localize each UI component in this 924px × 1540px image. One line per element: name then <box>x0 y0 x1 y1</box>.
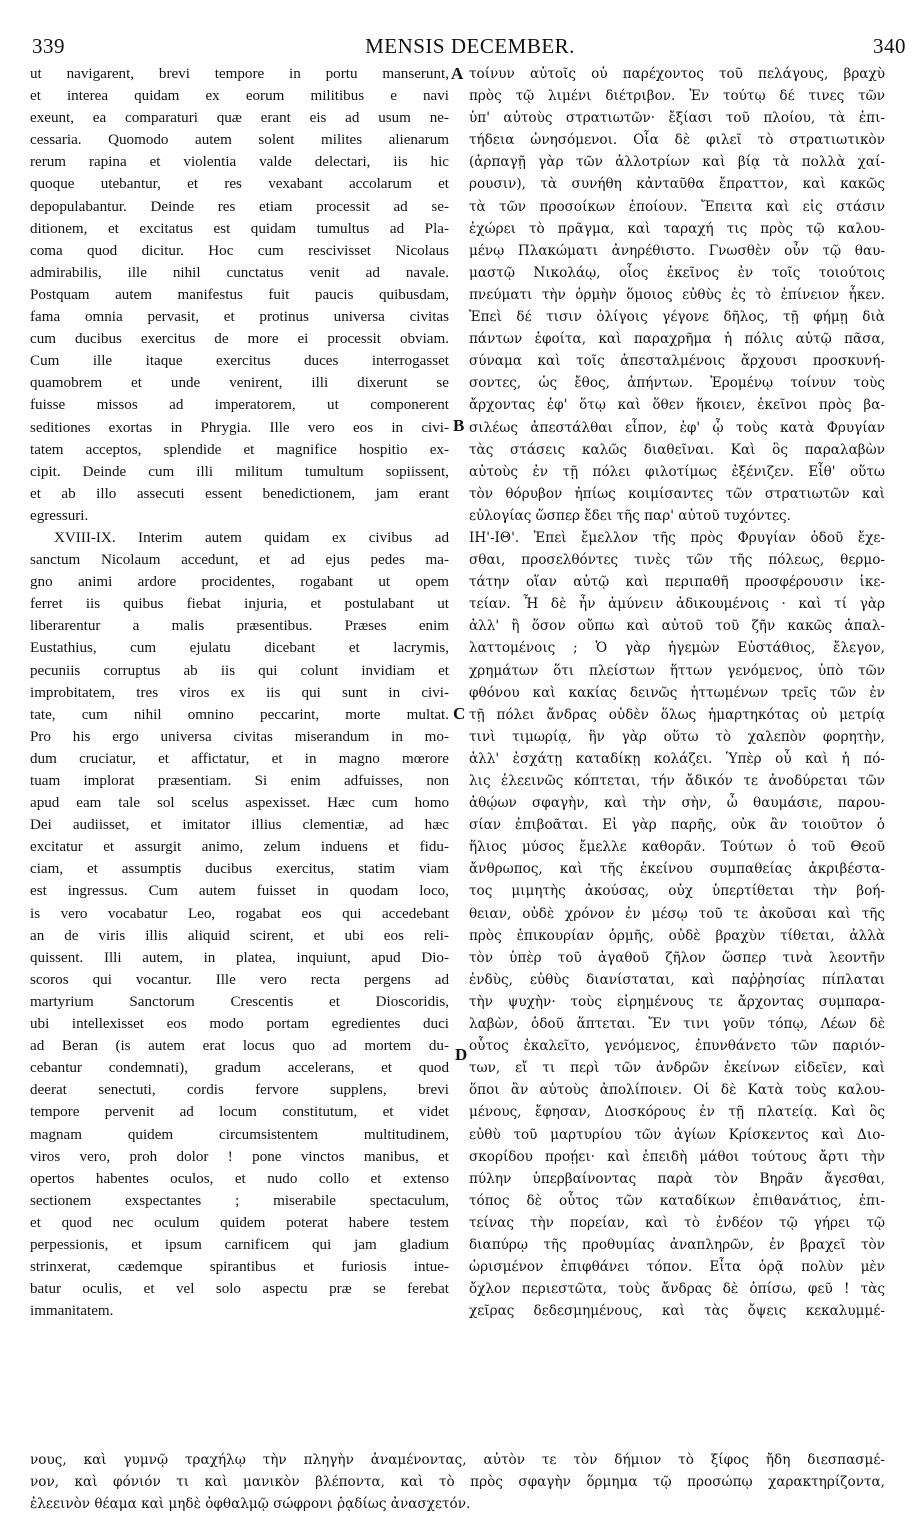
text-line: διαπύρῳ τῆς προθυμίας ἀναπληρῶν, ἐν βραχεῖ τὸν <box>469 1236 885 1253</box>
text-line: ὄχλον περιεστῶτα, τοὺς ἄνδρας δὲ ὀπίσω, φεῦ ! τὰς <box>469 1281 885 1298</box>
text-line: seditiones exortas in Phrygia. Ille vero eos in civi- <box>30 419 449 436</box>
text-line: χεῖρας δεδεσμημένους, καὶ τὰς ὄψεις κεκαλυμμέ- <box>469 1303 885 1320</box>
text-line: ἄρχοντας ἐφ' ὅτῳ καὶ ὅθεν ἥκοιεν, ἐκεῖνοι πρὸς βα- <box>469 397 885 414</box>
text-line: εὐθὺ τοῦ μαρτυρίου τῶν ἁγίων Κρίσκεντος καὶ Διο- <box>469 1126 885 1143</box>
text-line: λαττομένοις ; Ὁ γὰρ ἡγεμὼν Εὐστάθιος, ἔλεγον, <box>469 640 885 657</box>
text-line: τος μιμητὴς ἀκούσας, οὐχ ὑπερτίθεται τὴν βοή- <box>469 883 885 900</box>
text-line: σκορίδου προῄει· καὶ ἐπειδὴ μάθοι τούτους ἄρτι τὴν <box>469 1148 885 1165</box>
text-line: ciam, et assumptis ducibus exercitus, statim viam <box>30 861 449 878</box>
text-line: τινὶ τιμωρίᾳ, ἣν γὰρ οὕτω τὸ χαλεπὸν φορητὴν, <box>469 728 885 745</box>
text-line: οὗτος ἐκαλεῖτο, γενόμενος, ἐπυνθάνετο τῶν παριόν- <box>469 1038 885 1055</box>
text-line: rerum rapina et violentia valde delectari, iis hic <box>30 154 449 171</box>
text-line: egressuri. <box>30 507 89 524</box>
text-line: χρημάτων ὅτι πλείστων ἥττων γενόμενος, ὑπὸ τῶν <box>469 662 885 679</box>
text-line: πρὸς ἐπικουρίαν ὁρμῆς, οὐδὲ βραχὺν τίθεται, ἀλλὰ <box>469 927 885 944</box>
text-line: ἐλεεινὸν θέαμα καὶ μηδὲ ὀφθαλμῷ σώφρονι ῥᾳδίως ἀνασχετόν. <box>30 1496 471 1513</box>
text-line: φθόνου καὶ κακίας δεινῶς ἡττωμένων τρεῖς τῶν ἐν <box>469 684 885 701</box>
text-line: dum cruciatur, et affictatur, et in magno mœrore <box>30 750 449 767</box>
text-line: viros vero, proh dolor ! pone vinctos manibus, et <box>30 1148 449 1165</box>
text-line: ditionem, et excitatus est quidam tumultus ad Pla- <box>30 220 449 237</box>
text-line: πύλην ὑπερβαίνοντας παρὰ τὸν Βηρᾶν ἄγεσθαι, <box>469 1170 885 1187</box>
text-line: cum ducibus exercitus de more ei processit obviam. <box>30 331 449 348</box>
text-line: deerat senectuti, cordis fervore supplens, brevi <box>30 1082 449 1099</box>
text-line: σίαν ἐπιβοᾶται. Εἰ γὰρ παρῆς, οὐκ ἂν τοιοῦτον ὁ <box>469 817 885 834</box>
text-line: improbitatem, tres viros ex iis qui sunt in civi- <box>30 684 449 701</box>
text-line: σιλέως ἀπεστάλθαι εἶπον, ἐφ' ᾧ τοὺς κατὰ Φρυγίαν <box>469 419 885 436</box>
text-line: τόπος δὲ οὗτος τῶν καταδίκων ἐπιθανάτιος, ἐπι- <box>469 1192 885 1209</box>
text-line: των, εἴ τι περὶ τῶν ἀνδρῶν ἐκείνων εἰδεῖεν, καὶ <box>469 1060 885 1077</box>
text-line: Cum ille itaque exercitus duces interrogasset <box>30 353 449 370</box>
text-line: martyrium Sanctorum Crescentis et Dioscoridis, <box>30 993 449 1010</box>
full-width-greek-text <box>30 1449 885 1515</box>
text-line: τείνας τὴν πορείαν, καὶ τὸ ἐνδέον τῷ γήρει τῷ <box>469 1214 885 1231</box>
greek-column <box>469 63 885 1322</box>
text-line: strinxerat, cædemque spirantibus et furiosis intue- <box>30 1259 449 1276</box>
text-line: τοίνυν αὐτοῖς οὐ παρέχοντος τοῦ πελάγους, βραχὺ <box>469 66 885 82</box>
text-line: ἀλλ' ἢ ὅσον οὔπω καὶ αὐτοῦ τοῦ ζῆν κακῶς ἀπαλ- <box>469 618 885 635</box>
page-number-right: 340 <box>873 34 906 58</box>
text-line: quissent. Illi autem, in platea, inquiunt, apud Dio- <box>30 949 449 966</box>
text-line: tate, cum nihil omnino peccarint, morte multat. <box>30 706 449 723</box>
text-line: et quod nec oculum quidem poterat habere testem <box>30 1214 449 1231</box>
text-line: τὰ τῶν προσοίκων ἐποίουν. Ἔπειτα καὶ εἰς στάσιν <box>469 198 885 215</box>
text-line: ὡρισμένον ἐπιφθάνει τόπον. Εἶτα ὁρᾷ πολὺν μὲν <box>469 1259 885 1276</box>
text-line: XVIII-IX. Interim autem quidam ex civibus ad <box>54 529 449 546</box>
text-line: gno animi ardore procidentes, rogabant ut opem <box>30 574 449 591</box>
text-line: νον, καὶ φόνιόν τι καὶ μανικὸν βλέποντα, καὶ τὸ πρὸς σφαγὴν ὅρμημα τῷ προσώπῳ χαρακτηρίζοντα, <box>30 1474 885 1491</box>
text-line: (ἁρπαγῇ γὰρ τῶν ἀλλοτρίων καὶ βίᾳ τὰ πολλὰ χαί- <box>469 154 885 171</box>
latin-column <box>30 63 449 1322</box>
text-line: cebantur condemnati), gradum accelerans, et quod <box>30 1060 449 1077</box>
text-line: ἀθῴων σφαγὴν, καὶ τὴν σὴν, ὦ θαυμάσιε, παρου- <box>469 795 885 812</box>
text-line: μένῳ Πλακώματι ἀνηρέθιστο. Γνωσθὲν οὖν τῷ θαυ- <box>469 242 885 259</box>
text-line: Postquam autem manifestus fuit paucis quibusdam, <box>30 286 449 303</box>
text-line: immanitatem. <box>30 1303 114 1320</box>
text-line: sectionem exspectantes ; miserabile spectaculum, <box>30 1192 449 1209</box>
text-line: fuisse missos ad imperatorem, ut componerent <box>30 397 449 414</box>
text-line: pecuniis corruptus ab iis qui colunt invidiam et <box>30 662 449 679</box>
text-line: πρὸς τῷ λιμένι διέτριβον. Ἐν τούτῳ δέ τινες τῶν <box>469 88 885 105</box>
section-marker-c: C <box>453 704 466 723</box>
page-header <box>30 34 910 60</box>
text-line: ἐνδὺς, εὐθὺς διανίσταται, καὶ παῤῥησίας πίπλαται <box>469 971 885 988</box>
text-line: ὑπ' αὐτοὺς στρατιωτῶν· ἔξίασι τοῦ πλοίου, τὰ ἐπι- <box>469 110 885 127</box>
text-line: σύναμα καὶ τοῖς ἀπεσταλμένοις ἄρχουσι προσκυνή- <box>469 353 885 370</box>
text-line: opertos habentes oculos, et nudo collo et extenso <box>30 1170 449 1187</box>
text-line: magnam quidem circumsistentem multitudinem, <box>30 1126 449 1143</box>
text-line: σοντες, ὡς ἔθος, ἀπήντων. Ἐρομένῳ τοίνυν τοὺς <box>469 375 885 392</box>
text-line: liberarentur a malis præsentibus. Præses enim <box>30 618 449 635</box>
text-line: τῇ πόλει ἄνδρας οὐδὲν ὅλως ἡμαρτηκότας οὐ μετρίᾳ <box>469 706 885 723</box>
text-line: an de viris illis aliquid scirent, et ubi eos reli- <box>30 927 449 944</box>
text-line: ἄνθρωπος, καὶ τῆς ἐκείνου συμπαθείας ἀκριβέστα- <box>469 861 885 878</box>
text-line: ΙΗ'-ΙΘ'. Ἐπεὶ ἔμελλον τῆς πρὸς Φρυγίαν ὁδοῦ ἔχε- <box>469 529 885 546</box>
text-line: τείαν. Ἦ δὲ ἦν ἀμύνειν ἀδικουμένοις · καὶ τί γὰρ <box>469 596 885 613</box>
text-line: coma quod dicitur. Hoc cum rescivisset Nicolaus <box>30 242 449 259</box>
text-line: ferret iis quibus fiebat injuria, et postulabant ut <box>30 596 449 613</box>
text-line: Dei audiisset, et imitator illius clementiæ, ad hæc <box>30 817 449 834</box>
text-line: Ἐπεὶ δέ τισιν ὀλίγοις γέγονε δῆλος, τῇ φήμῃ διὰ <box>469 309 885 326</box>
text-line: scoros qui vocantur. Ille vero recta pergens ad <box>30 971 449 988</box>
text-line: batur oculis, et vel solo aspectu præ se ferebat <box>30 1281 449 1298</box>
text-line: Eustathius, cum ejulatu dicebant et lacrymis, <box>30 640 449 657</box>
text-line: τὴν ψυχὴν· τοὺς εἰρημένους τε ἄρχοντας συμπαρα- <box>469 993 885 1010</box>
text-line: λαβὼν, ὁδοῦ ἅπτεται. Ἔν τινι γοῦν τόπῳ, Λέων δὲ <box>469 1016 885 1033</box>
text-line: μένους, ἔφησαν, Διοσκόρους ἐν τῇ πλατείᾳ. Καὶ ὃς <box>469 1104 885 1121</box>
text-line: est ingressus. Cum autem fuisset in quodam loco, <box>30 883 449 900</box>
section-marker-b: B <box>453 416 465 435</box>
text-line: depopulabantur. Deinde res etiam processit ad se- <box>30 198 449 215</box>
text-line: ὅποι ἂν αὐτοὺς ἀπολίποιεν. Οἱ δὲ Κατὰ τοὺς καλου- <box>469 1082 885 1099</box>
text-line: εὐλογίας ὥσπερ ἔδει τῆς παρ' αὐτοῦ τυχόντες. <box>469 507 791 524</box>
text-line: μαστῷ Νικολάῳ, οἷος ἐκεῖνος ἐν τοῖς τοιούτοις <box>469 264 885 281</box>
text-line: et ab illo assecuti essent benedictionem, jam erant <box>30 485 449 502</box>
text-line: τάτην οἵαν αὐτῷ καὶ περιπαθῆ προσφέρουσιν ἱκε- <box>469 574 885 591</box>
text-line: Pro his ergo universa civitas miserandum in mo- <box>30 728 449 745</box>
text-line: sanctum Nicolaum accedunt, et ad ejus pedes ma- <box>30 552 449 569</box>
text-line: ubi intellexisset eos modo portam egredientes duci <box>30 1016 449 1033</box>
text-line: τὸν ὑπὲρ τοῦ ἀγαθοῦ ζῆλον ὥσπερ τινὰ λεοντῆν <box>469 949 885 966</box>
text-line: cipit. Deinde cum illi militum tumultum sopiissent, <box>30 463 449 480</box>
text-line: fama omnia pervasit, et protinus universa civitas <box>30 309 449 326</box>
text-line: πνεύματι τὴν ὁρμὴν ὅμοιος εὐθὺς ἐς τὸ ἐπίνειον ἧκεν. <box>469 286 885 303</box>
text-line: θειαν, οὐδὲ χρόνον ἐν μέσῳ τοῦ τε ἀκοῦσαι καὶ τῆς <box>469 905 885 922</box>
text-line: αὐτοὺς ἐν τῇ πόλει φιλοτίμως ἐξένιζεν. Εἶθ' οὕτω <box>469 463 885 480</box>
text-line: perpessionis, et ipsum carnificem qui jam gladium <box>30 1236 449 1253</box>
text-line: tatem acceptos, splendide et magnifice hospitio ex- <box>30 441 449 458</box>
text-line: apud eam tale sol scelus aspexisset. Hæc cum homo <box>30 795 449 812</box>
text-line: σθαι, προσελθόντες τινὲς τῶν τῆς πόλεως, θερμο- <box>469 552 885 569</box>
text-line: τήδεια ὠνησόμενοι. Οἷα δὲ φιλεῖ τὸ στρατιωτικὸν <box>469 132 885 149</box>
text-line: is vero vocabatur Leo, rogabat eos qui accedebant <box>30 905 449 922</box>
page-number-left: 339 <box>32 34 65 58</box>
text-line: tuam implorat præsentiam. Si enim adfuisses, non <box>30 773 449 789</box>
section-marker-d: D <box>455 1045 468 1064</box>
text-line: quoque utebantur, et res vexabant accolarum et <box>30 176 449 193</box>
running-title: MENSIS DECEMBER. <box>365 34 575 58</box>
text-line: τὸν θόρυβον ἠπίως κοιμίσαντες τῶν στρατιωτῶν καὶ <box>469 485 885 502</box>
text-line: τὰς στάσεις καλῶς διαθεῖναι. Καὶ ὃς παραλαβὼν <box>469 441 885 458</box>
text-line: ἥλιος μύσος ἔμελλε καθορᾶν. Τούτων ὁ τοῦ Θεοῦ <box>469 839 885 856</box>
text-line: ἐχώρει τὸ πρᾶγμα, καὶ ταραχή τις πρὸς τῷ καλου- <box>469 220 885 237</box>
text-line: tempore pervenit ad locum constitutum, et videt <box>30 1104 449 1121</box>
text-line: admirabilis, ille nihil cunctatus venit ad navale. <box>30 264 449 281</box>
text-line: exeunt, ea comparaturi quæ erant eis ad usum ne- <box>30 110 449 127</box>
text-line: quamobrem et unde venirent, illi dixerunt se <box>30 375 449 392</box>
section-marker-a: A <box>451 64 464 83</box>
text-line: ἀλλ' ἐσχάτῃ καταδίκῃ κολάζει. Ὑπὲρ οὗ καὶ ἡ πό- <box>469 750 885 767</box>
text-line: et interea quidam ex eorum militibus e navi <box>30 88 449 105</box>
text-line: ρουσιν), τὰ συνήθη κἀνταῦθα ἔπραττον, καὶ κακῶς <box>469 176 885 193</box>
text-line: ad Beran (is autem erat locus quo ad mortem du- <box>30 1038 449 1055</box>
text-line: νους, καὶ γυμνῷ τραχήλῳ τὴν πληγὴν ἀναμένοντας, αὐτὸν τε τὸν δήμιον τὸ ξίφος ἤδη διεσπασμέ- <box>30 1452 885 1468</box>
text-line: πάντων ἐφοίτα, καὶ παραχρῆμα ἡ πόλις αὐτῷ πᾶσα, <box>469 331 885 348</box>
text-line: cessaria. Quomodo autem solent milites alienarum <box>30 132 449 149</box>
text-line: excitatur et assurgit animo, zelum induens et fidu- <box>30 839 449 856</box>
text-line: ut navigarent, brevi tempore in portu manserunt, <box>30 66 449 82</box>
text-line: λις ἐλεεινῶς κόπτεται, τήν ἄδικόν τε ἀνοδύρεται τῶν <box>469 773 885 789</box>
